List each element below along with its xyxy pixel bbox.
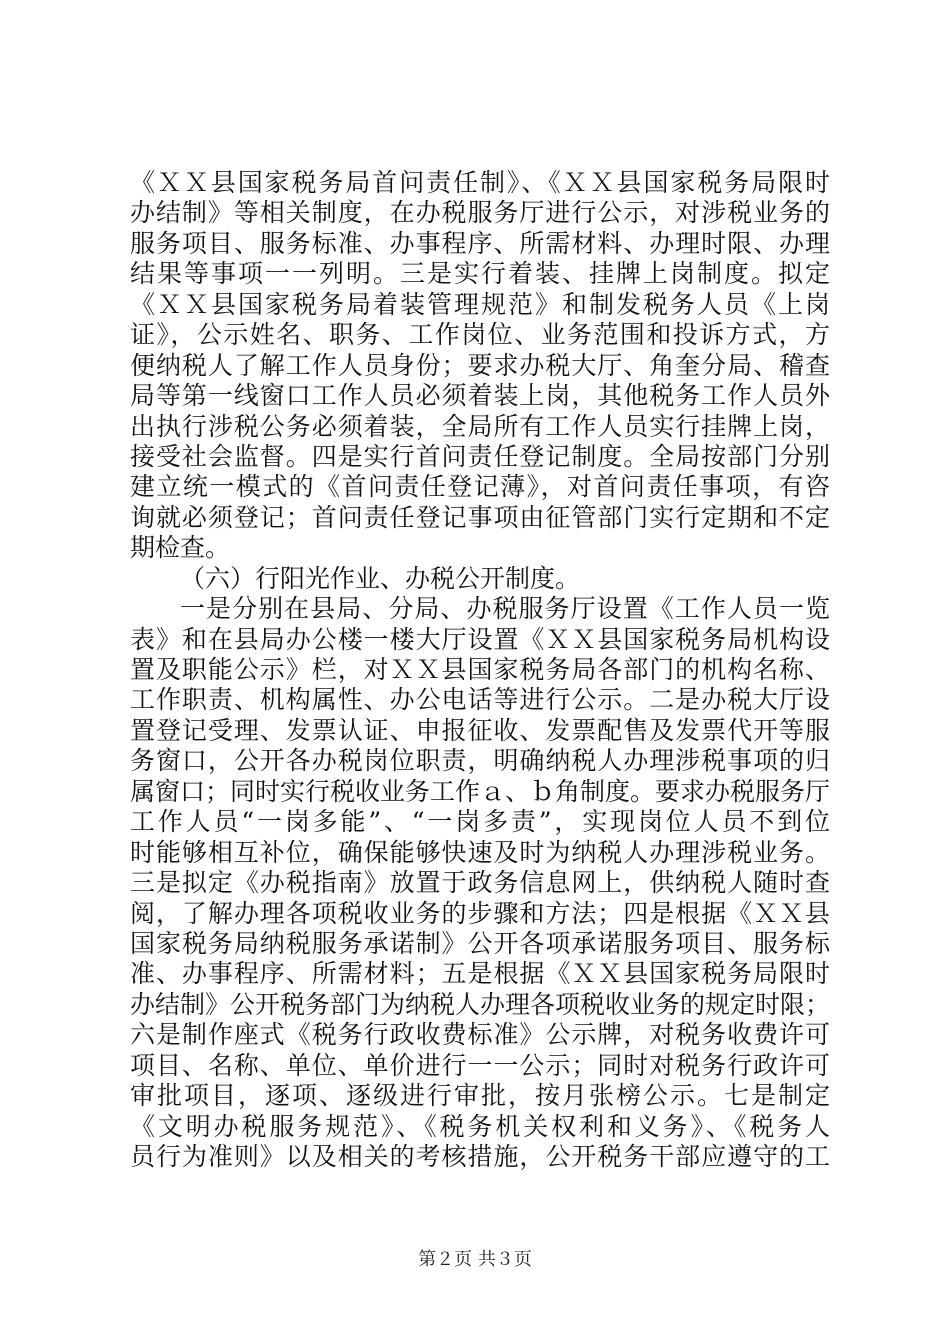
text-line: 表》和在县局办公楼一楼大厅设置《ＸＸ县国家税务局机构设 <box>130 624 830 654</box>
text-line: 期检查。 <box>130 533 231 563</box>
text-line: 阅，了解办理各项税收业务的步骤和方法；四是根据《ＸＸ县 <box>130 898 830 928</box>
text-line: 一是分别在县局、分局、办税服务厅设置《工作人员一览 <box>180 594 830 624</box>
text-line: 服务项目、服务标准、办事程序、所需材料、办理时限、办理 <box>130 228 830 258</box>
text-line: 《文明办税服务规范》、《税务机关权利和义务》、《税务人 <box>130 1111 830 1141</box>
text-line: 置及职能公示》栏，对ＸＸ县国家税务局各部门的机构名称、 <box>130 655 830 684</box>
text-line: 项目、名称、单位、单价进行一一公示；同时对税务行政许可 <box>130 1050 830 1080</box>
text-line: 三是拟定《办税指南》放置于政务信息网上，供纳税人随时查 <box>130 868 830 898</box>
text-line: 询就必须登记；首问责任登记事项由征管部门实行定期和不定 <box>130 502 830 532</box>
text-line: 结果等事项一一列明。三是实行着装、挂牌上岗制度。拟定 <box>130 259 830 289</box>
text-line: 建立统一模式的《首问责任登记薄》，对首问责任事项，有咨 <box>130 472 830 502</box>
text-line: 六是制作座式《税务行政收费标准》公示牌，对税务收费许可 <box>130 1020 830 1050</box>
text-line: 出执行涉税公务必须着装，全局所有工作人员实行挂牌上岗， <box>130 411 830 441</box>
text-line: 证》，公示姓名、职务、工作岗位、业务范围和投诉方式，方 <box>130 320 830 350</box>
text-line: 接受社会监督。四是实行首问责任登记制度。全局按部门分别 <box>130 441 830 471</box>
section-heading: （六）行阳光作业、办税公开制度。 <box>180 563 581 593</box>
text-line: 准、办事程序、所需材料；五是根据《ＸＸ县国家税务局限时 <box>130 959 830 989</box>
text-line: 时能够相互补位，确保能够快速及时为纳税人办理涉税业务。 <box>130 837 830 867</box>
text-line: 置登记受理、发票认证、申报征收、发票配售及发票代开等服 <box>130 715 830 745</box>
text-line: 《ＸＸ县国家税务局着装管理规范》和制发税务人员《上岗 <box>130 289 830 319</box>
body-text <box>130 168 830 1172</box>
text-line: 工作职责、机构属性、办公电话等进行公示。二是办税大厅设 <box>130 685 830 715</box>
text-line: 办结制》公开税务部门为纳税人办理各项税收业务的规定时限； <box>130 989 831 1019</box>
text-line: 务窗口，公开各办税岗位职责，明确纳税人办理涉税事项的归 <box>130 746 830 776</box>
text-line: 局等第一线窗口工作人员必须着装上岗，其他税务工作人员外 <box>130 381 830 411</box>
text-line: 属窗口；同时实行税收业务工作ａ、ｂ角制度。要求办税服务厅 <box>130 776 831 806</box>
text-line: 国家税务局纳税服务承诺制》公开各项承诺服务项目、服务标 <box>130 928 830 958</box>
text-line: 《ＸＸ县国家税务局首问责任制》、《ＸＸ县国家税务局限时 <box>130 168 830 197</box>
page-number-footer: 第２页 共３页 <box>418 1249 532 1270</box>
text-line: 便纳税人了解工作人员身份；要求办税大厅、角奎分局、稽查 <box>130 350 830 380</box>
text-line: 工作人员“一岗多能”、“一岗多责”，实现岗位人员不到位 <box>130 807 830 837</box>
text-line: 办结制》等相关制度，在办税服务厅进行公示，对涉税业务的 <box>130 198 830 228</box>
text-line: 审批项目，逐项、逐级进行审批，按月张榜公示。七是制定 <box>130 1081 830 1111</box>
text-line: 员行为准则》以及相关的考核措施，公开税务干部应遵守的工 <box>130 1142 830 1171</box>
